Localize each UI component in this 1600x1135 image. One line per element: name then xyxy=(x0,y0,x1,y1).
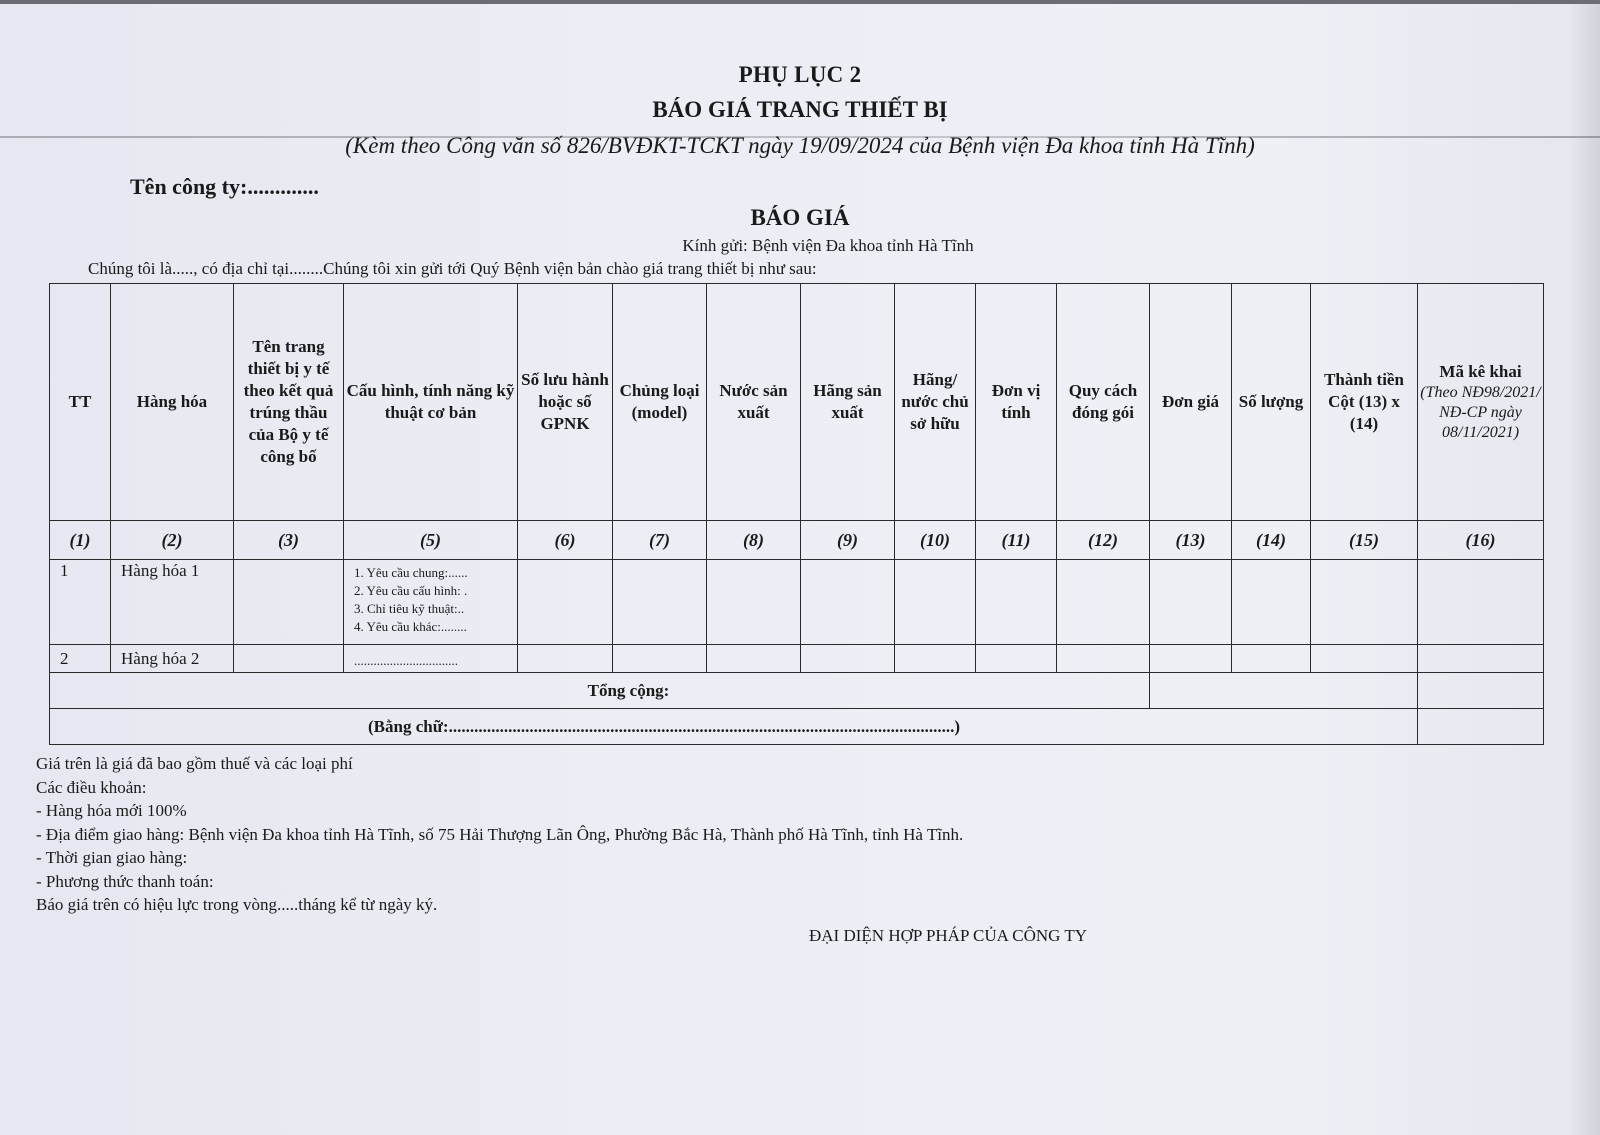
row-cell[interactable] xyxy=(1311,645,1418,673)
col-header-country: Nước sản xuất xyxy=(707,284,801,521)
declaration-code-note: (Theo NĐ98/2021/ NĐ-CP ngày 08/11/2021) xyxy=(1420,384,1541,441)
quote-intro: Chúng tôi là....., có địa chỉ tại........Chúng tôi xin gửi tới Quý Bệnh viện bản chào giá trang thiết bị như sau: xyxy=(88,259,817,278)
appendix-title: PHỤ LỤC 2 xyxy=(738,62,862,87)
col-header-manufacturer: Hãng sản xuất xyxy=(801,284,895,521)
scan-top-edge xyxy=(0,0,1600,4)
document-title: BÁO GIÁ TRANG THIẾT BỊ xyxy=(652,97,948,122)
row-cell[interactable] xyxy=(613,560,707,645)
spec-line: 4. Yêu cầu khác:........ xyxy=(354,619,467,634)
column-number-row xyxy=(50,521,1544,560)
amount-in-words-row xyxy=(50,709,1544,745)
row-cell[interactable] xyxy=(895,645,976,673)
row-cell[interactable] xyxy=(976,645,1057,673)
row-specs xyxy=(344,560,518,645)
row-cell[interactable] xyxy=(976,560,1057,645)
row-item: Hàng hóa 2 xyxy=(111,645,234,673)
declaration-code-label: Mã kê khai xyxy=(1439,362,1522,381)
row-tt: 1 xyxy=(50,560,111,645)
spec-line: 2. Yêu cầu cấu hình: . xyxy=(354,583,468,598)
row-cell[interactable] xyxy=(613,645,707,673)
signature-label: ĐẠI DIỆN HỢP PHÁP CỦA CÔNG TY xyxy=(809,926,1088,945)
col-header-owner: Hãng/ nước chủ sở hữu xyxy=(895,284,976,521)
col-num: (10) xyxy=(895,521,976,560)
words-code-cell[interactable] xyxy=(1418,709,1544,745)
spec-line: 1. Yêu cầu chung:...... xyxy=(354,565,468,580)
col-header-unit-price: Đơn giá xyxy=(1150,284,1232,521)
col-num: (7) xyxy=(613,521,707,560)
row-cell[interactable] xyxy=(1232,645,1311,673)
col-num: (15) xyxy=(1311,521,1418,560)
col-num: (14) xyxy=(1232,521,1311,560)
row-cell[interactable] xyxy=(1232,560,1311,645)
amount-in-words: (Bằng chữ:.......................................................................................................................) xyxy=(50,709,1418,745)
total-label: Tổng cộng: xyxy=(50,673,1150,709)
col-num: (13) xyxy=(1150,521,1232,560)
col-header-license-no: Số lưu hành hoặc số GPNK xyxy=(518,284,613,521)
row-cell[interactable] xyxy=(1418,560,1544,645)
row-cell[interactable] xyxy=(895,560,976,645)
company-name-field: Tên công ty:............. xyxy=(130,174,319,199)
total-code-cell[interactable] xyxy=(1418,673,1544,709)
col-num: (9) xyxy=(801,521,895,560)
quote-recipient: Kính gửi: Bệnh viện Đa khoa tỉnh Hà Tĩnh xyxy=(682,236,974,255)
row-cell[interactable] xyxy=(707,560,801,645)
col-header-unit: Đơn vị tính xyxy=(976,284,1057,521)
quote-table xyxy=(49,283,1544,745)
row-tt: 2 xyxy=(50,645,111,673)
spec-line: 3. Chỉ tiêu kỹ thuật:.. xyxy=(354,601,465,616)
table-row xyxy=(50,560,1544,645)
col-header-config: Cấu hình, tính năng kỹ thuật cơ bản xyxy=(344,284,518,521)
row-cell[interactable] xyxy=(1057,560,1150,645)
total-amount-cell[interactable] xyxy=(1150,673,1418,709)
col-num: (6) xyxy=(518,521,613,560)
row-cell[interactable] xyxy=(1150,560,1232,645)
col-num: (8) xyxy=(707,521,801,560)
terms-line: Các điều khoản: xyxy=(36,777,147,797)
row-cell[interactable] xyxy=(801,560,895,645)
col-header-packaging: Quy cách đóng gói xyxy=(1057,284,1150,521)
terms-line: - Phương thức thanh toán: xyxy=(36,871,214,891)
col-header-model: Chủng loại (model) xyxy=(613,284,707,521)
total-row xyxy=(50,673,1544,709)
terms-line: Giá trên là giá đã bao gồm thuế và các loại phí xyxy=(36,754,353,773)
terms-line: - Địa điểm giao hàng: Bệnh viện Đa khoa tỉnh Hà Tĩnh, số 75 Hải Thượng Lãn Ông, Phường Bắc Hà, Thành phố Hà Tĩnh, tỉnh Hà Tĩnh. xyxy=(36,824,964,844)
col-num: (11) xyxy=(976,521,1057,560)
terms-line: - Thời gian giao hàng: xyxy=(36,848,188,867)
col-num: (1) xyxy=(50,521,111,560)
col-header-declaration-code xyxy=(1418,284,1544,521)
row-cell[interactable] xyxy=(1150,645,1232,673)
col-header-quantity: Số lượng xyxy=(1232,284,1311,521)
row-device-name[interactable] xyxy=(234,560,344,645)
row-specs: ................................ xyxy=(344,645,518,673)
col-header-amount: Thành tiền Cột (13) x (14) xyxy=(1311,284,1418,521)
col-num: (12) xyxy=(1057,521,1150,560)
row-cell[interactable] xyxy=(518,645,613,673)
row-item: Hàng hóa 1 xyxy=(111,560,234,645)
row-cell[interactable] xyxy=(801,645,895,673)
quote-heading: BÁO GIÁ xyxy=(750,205,850,230)
col-num: (5) xyxy=(344,521,518,560)
row-cell[interactable] xyxy=(1311,560,1418,645)
header-row xyxy=(50,284,1544,521)
col-header-tt: TT xyxy=(50,284,111,521)
table-row xyxy=(50,645,1544,673)
terms-line: - Hàng hóa mới 100% xyxy=(36,801,187,820)
row-device-name[interactable] xyxy=(234,645,344,673)
col-header-device-name: Tên trang thiết bị y tế theo kết quả trúng thầu của Bộ y tế công bố xyxy=(234,284,344,521)
col-num: (16) xyxy=(1418,521,1544,560)
row-cell[interactable] xyxy=(1418,645,1544,673)
col-num: (2) xyxy=(111,521,234,560)
row-cell[interactable] xyxy=(707,645,801,673)
row-cell[interactable] xyxy=(518,560,613,645)
row-cell[interactable] xyxy=(1057,645,1150,673)
col-header-goods: Hàng hóa xyxy=(111,284,234,521)
terms-section xyxy=(36,752,963,917)
document-subtitle: (Kèm theo Công văn số 826/BVĐKT-TCKT ngày 19/09/2024 của Bệnh viện Đa khoa tỉnh Hà Tĩnh) xyxy=(345,133,1255,158)
terms-line: Báo giá trên có hiệu lực trong vòng.....tháng kể từ ngày ký. xyxy=(36,895,438,914)
scan-right-shadow xyxy=(1570,0,1600,1135)
col-num: (3) xyxy=(234,521,344,560)
